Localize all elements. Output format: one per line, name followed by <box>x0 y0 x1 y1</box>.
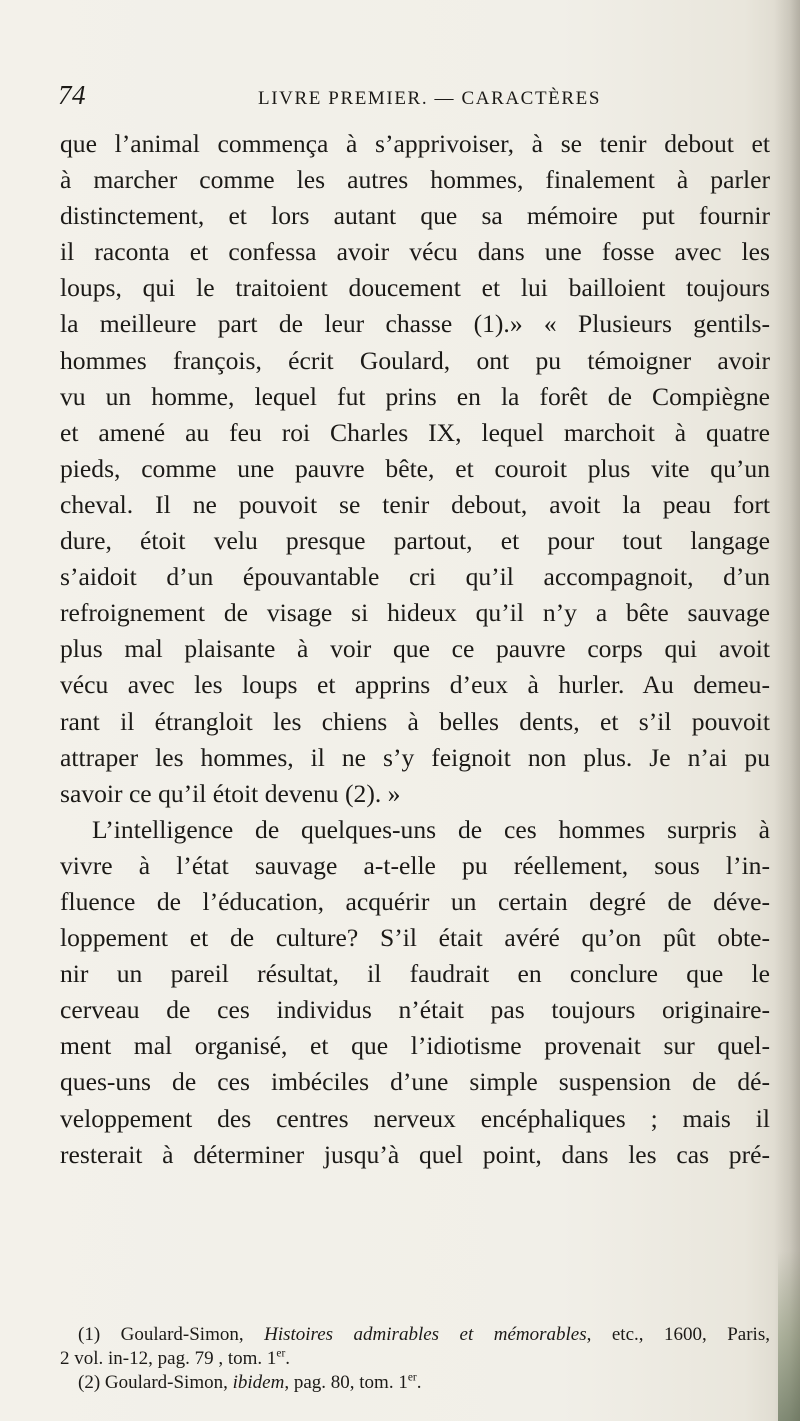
text-line: plus mal plaisante à voir que ce pauvre corps qui avoit <box>60 634 770 664</box>
text-line: il raconta et confessa avoir vécu dans une fosse avec les <box>60 237 770 267</box>
text-line: veloppement des centres nerveux encéphaliques ; mais il <box>60 1103 770 1133</box>
text-line: vécu avec les loups et apprins d’eux à hurler. Au demeu- <box>60 670 770 700</box>
text-line: et amené au feu roi Charles IX, lequel marchoit à quatre <box>60 417 770 447</box>
footnote-1-prefix: (1) Goulard-Simon, <box>78 1324 265 1345</box>
text-line: refroignement de visage si hideux qu’il n’y a bête sauvage <box>60 598 770 628</box>
footnote-2-details: , pag. 80, tom. 1 <box>284 1372 408 1393</box>
text-line: ment mal organisé, et que l’idiotisme provenait sur quel- <box>60 1031 770 1061</box>
text-line: distinctement, et lors autant que sa mémoire put fournir <box>60 201 770 231</box>
footnote-2-title: ibidem <box>232 1372 285 1393</box>
text-line: vivre à l’état sauvage a-t-elle pu réellement, sous l’in- <box>60 850 770 880</box>
text-line: la meilleure part de leur chasse (1).» « Plusieurs gentils- <box>60 309 770 339</box>
text-line: ques-uns de ces imbéciles d’une simple suspension de dé- <box>60 1067 770 1097</box>
text-line: cheval. Il ne pouvoit se tenir debout, avoit la peau fort <box>60 489 770 519</box>
footnote-2-period: . <box>416 1372 422 1393</box>
footnotes <box>60 1323 770 1395</box>
page-edge-stain <box>778 1251 800 1421</box>
text-line: s’aidoit d’un épouvantable cri qu’il accompagnoit, d’un <box>60 562 770 592</box>
text-line: loppement et de culture? S’il était avéré qu’on pût obte- <box>60 923 770 953</box>
text-line: dure, étoit velu presque partout, et pour tout langage <box>60 526 770 556</box>
footnote-1-period: . <box>285 1348 290 1369</box>
running-head: LIVRE PREMIER. — CARACTÈRES <box>258 88 601 109</box>
text-line: loups, qui le traitoient doucement et lui bailloient toujours <box>60 273 770 303</box>
footnote-2-superscript: er <box>407 1371 417 1384</box>
page-header <box>58 80 768 114</box>
footnote-2-prefix: (2) Goulard-Simon, <box>78 1372 233 1393</box>
footnote-2 <box>60 1371 770 1395</box>
text-line: resterait à déterminer jusqu’à quel point, dans les cas pré- <box>60 1139 770 1169</box>
footnote-1-title: Histoires admirables et mémorables <box>264 1324 587 1345</box>
body-text <box>60 126 770 1173</box>
footnote-1-continuation <box>60 1347 770 1371</box>
text-line: savoir ce qu’il étoit devenu (2). » <box>60 778 401 808</box>
text-line: rant il étrangloit les chiens à belles dents, et s’il pouvoit <box>60 706 770 736</box>
text-line: nir un pareil résultat, il faudrait en conclure que le <box>60 959 770 989</box>
text-line: que l’animal commença à s’apprivoiser, à se tenir debout et <box>60 129 770 158</box>
footnote-1-superscript: er <box>276 1347 286 1360</box>
page-edge-shadow <box>774 0 800 1421</box>
text-line: L’intelligence de quelques-uns de ces hommes surpris à <box>92 814 770 844</box>
footnote-1-details: , etc., 1600, Paris, <box>586 1324 770 1345</box>
text-line: vu un homme, lequel fut prins en la forêt de Compiègne <box>60 381 770 411</box>
text-line: pieds, comme une pauvre bête, et couroit plus vite qu’un <box>60 453 770 483</box>
text-line: à marcher comme les autres hommes, finalement à parler <box>60 165 770 195</box>
text-line: hommes françois, écrit Goulard, ont pu témoigner avoir <box>60 345 770 375</box>
footnote-1-volume: 2 vol. in-12, pag. 79 , tom. 1 <box>60 1348 277 1369</box>
page-number: 74 <box>58 80 86 110</box>
text-line: attraper les hommes, il ne s’y feignoit non plus. Je n’ai pu <box>60 742 770 772</box>
text-line: cerveau de ces individus n’était pas toujours originaire- <box>60 995 770 1025</box>
footnote-1 <box>60 1323 770 1347</box>
text-line: fluence de l’éducation, acquérir un certain degré de déve- <box>60 886 770 916</box>
